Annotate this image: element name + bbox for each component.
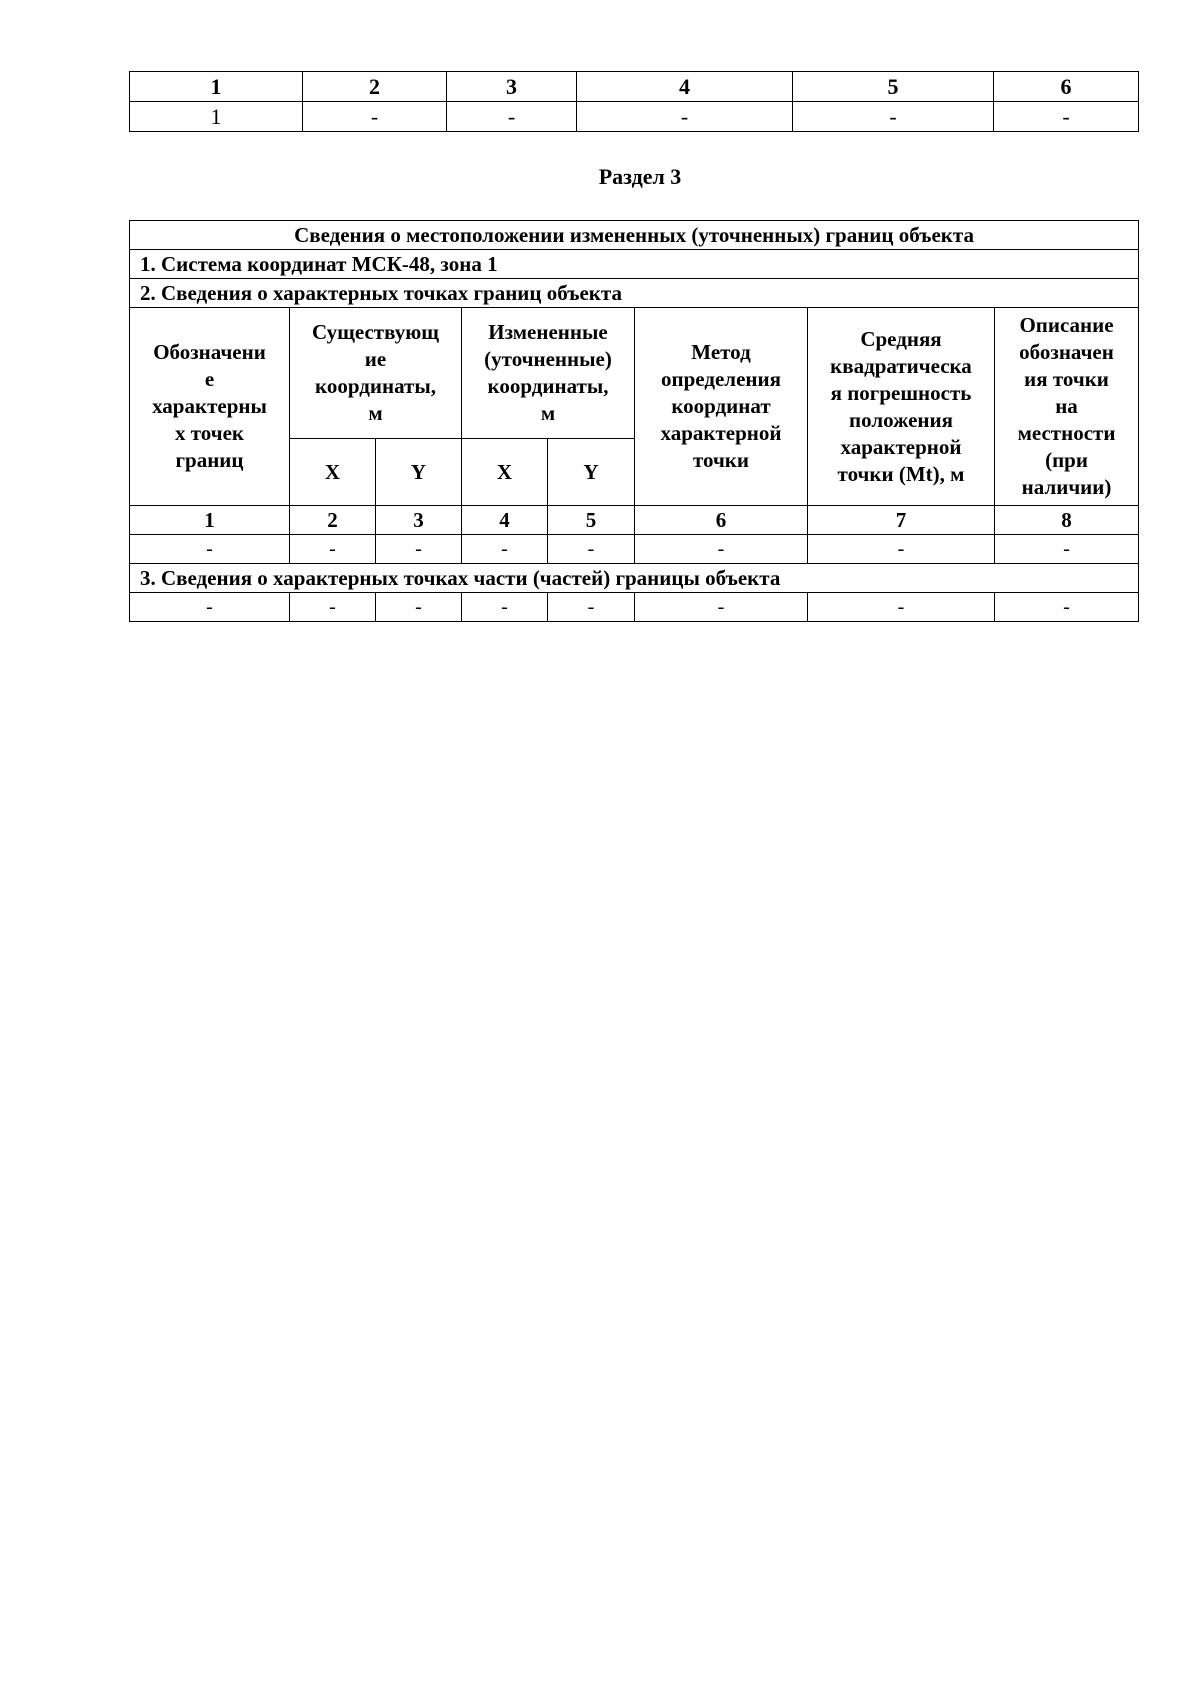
data-cell: - [635, 593, 808, 622]
data-cell: - [808, 593, 995, 622]
data-cell: - [462, 535, 548, 564]
column-number: 7 [808, 506, 995, 535]
coord-system-label: 1. Система координат МСК-48, зона 1 [130, 250, 1139, 279]
data-cell: - [376, 535, 462, 564]
col-changed-header: Измененные (уточненные) координаты, м [462, 308, 635, 439]
existing-x-header: X [290, 439, 376, 506]
column-number: 8 [995, 506, 1139, 535]
points-heading-row [130, 279, 1139, 308]
column-header-row [130, 308, 1139, 439]
parts-heading: 3. Сведения о характерных точках части (частей) границы объекта [130, 564, 1139, 593]
data-cell: - [290, 593, 376, 622]
data-cell: - [808, 535, 995, 564]
main-table-title: Сведения о местоположении измененных (уточненных) границ объекта [130, 221, 1139, 250]
section-title: Раздел 3 [598, 164, 682, 189]
data-cell: - [290, 535, 376, 564]
column-number: 6 [635, 506, 808, 535]
changed-y-header: Y [548, 439, 635, 506]
changed-x-header: X [462, 439, 548, 506]
data-cell: - [995, 535, 1139, 564]
coord-system-row [130, 250, 1139, 279]
top-header-cell: 5 [793, 72, 994, 102]
top-table-header-row [130, 72, 1139, 102]
data-cell: - [995, 593, 1139, 622]
top-table-row [130, 102, 1139, 132]
top-header-cell: 3 [447, 72, 577, 102]
main-title-row [130, 221, 1139, 250]
main-table [129, 220, 1139, 622]
column-number-row [130, 506, 1139, 535]
top-header-cell: 1 [130, 72, 303, 102]
data-cell: - [130, 535, 290, 564]
existing-y-header: Y [376, 439, 462, 506]
top-header-cell: 6 [994, 72, 1139, 102]
parts-heading-row [130, 564, 1139, 593]
top-cell: - [447, 102, 577, 132]
col-method-header: Метод определения координат характерной точки [635, 308, 808, 506]
top-table [129, 71, 1139, 132]
data-cell: - [130, 593, 290, 622]
column-number: 4 [462, 506, 548, 535]
column-number: 5 [548, 506, 635, 535]
column-number: 1 [130, 506, 290, 535]
col-designation-header: Обозначени е характерны х точек границ [130, 308, 290, 506]
data-cell: - [635, 535, 808, 564]
top-header-cell: 4 [577, 72, 793, 102]
top-cell: - [793, 102, 994, 132]
data-cell: - [548, 535, 635, 564]
top-cell: - [577, 102, 793, 132]
column-number: 3 [376, 506, 462, 535]
top-header-cell: 2 [303, 72, 447, 102]
top-cell: 1 [130, 102, 303, 132]
points-heading: 2. Сведения о характерных точках границ объекта [130, 279, 1139, 308]
top-cell: - [994, 102, 1139, 132]
col-error-header: Средняя квадратическа я погрешность положения характерной точки (Mt), м [808, 308, 995, 506]
parts-data-row [130, 593, 1139, 622]
points-data-row [130, 535, 1139, 564]
data-cell: - [548, 593, 635, 622]
column-number: 2 [290, 506, 376, 535]
col-description-header: Описание обозначен ия точки на местности (при наличии) [995, 308, 1139, 506]
data-cell: - [462, 593, 548, 622]
col-existing-header: Существующ ие координаты, м [290, 308, 462, 439]
top-cell: - [303, 102, 447, 132]
data-cell: - [376, 593, 462, 622]
